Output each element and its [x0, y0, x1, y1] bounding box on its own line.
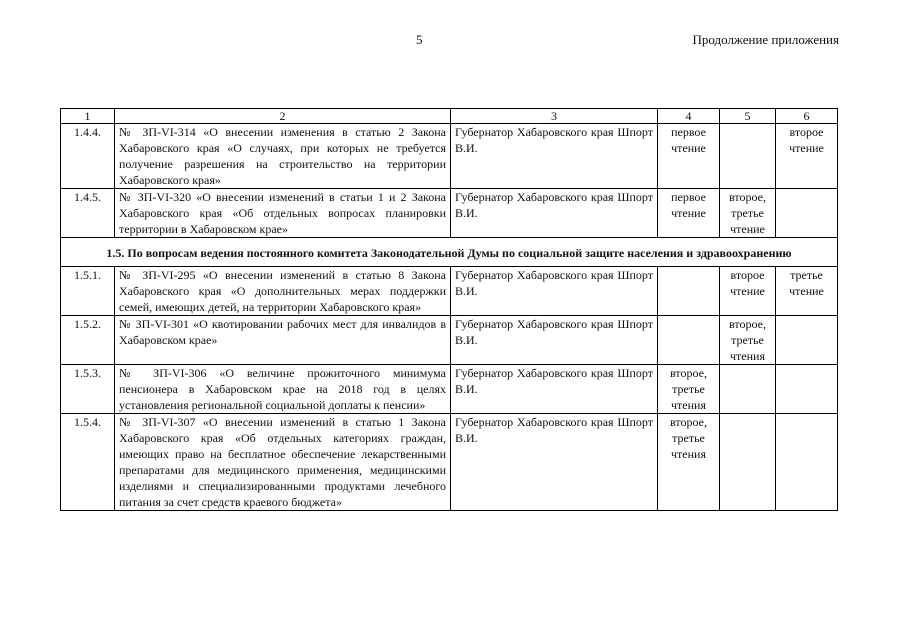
reading-col-5 — [720, 124, 776, 189]
reading-col-5: второе, третье чтение — [720, 189, 776, 238]
reading-col-4: второе, третье чтения — [658, 365, 720, 414]
continuation-label: Продолжение приложения — [692, 32, 839, 47]
bill-title: № ЗП-VI-301 «О квотировании рабочих мест для инвалидов в Хабаровском крае» — [115, 316, 451, 365]
table-row — [61, 365, 838, 414]
reading-col-5 — [720, 414, 776, 511]
table-row — [61, 189, 838, 238]
section-row — [61, 238, 838, 267]
bill-author: Губернатор Хабаровского края Шпорт В.И. — [451, 414, 658, 511]
header-cell: 4 — [658, 109, 720, 124]
bill-author: Губернатор Хабаровского края Шпорт В.И. — [451, 316, 658, 365]
reading-col-5: второе, третье чтения — [720, 316, 776, 365]
item-number: 1.5.1. — [61, 267, 115, 316]
header-cell: 1 — [61, 109, 115, 124]
bill-title: № ЗП-VI-307 «О внесении изменений в статью 1 Закона Хабаровского края «Об отдельных категориях граждан, имеющих право на бесплатное обеспечение лекарственными препаратами для медицинского применения, медицинскими изделиями и специализированными продуктами лечебного питания за счет средств краевого бюджета» — [115, 414, 451, 511]
reading-col-6 — [776, 316, 838, 365]
item-number: 1.5.2. — [61, 316, 115, 365]
bill-author: Губернатор Хабаровского края Шпорт В.И. — [451, 124, 658, 189]
reading-col-6 — [776, 414, 838, 511]
item-number: 1.4.4. — [61, 124, 115, 189]
reading-col-4: первое чтение — [658, 189, 720, 238]
bill-title: № ЗП-VI-306 «О величине прожиточного минимума пенсионера в Хабаровском крае на 2018 год в целях установления региональной социальной доплаты к пенсии» — [115, 365, 451, 414]
reading-col-4 — [658, 316, 720, 365]
reading-col-4 — [658, 267, 720, 316]
header-cell: 6 — [776, 109, 838, 124]
section-heading: 1.5. По вопросам ведения постоянного комитета Законодательной Думы по социальной защите населения и здравоохранению — [61, 238, 838, 267]
reading-col-5 — [720, 365, 776, 414]
reading-col-4: второе, третье чтения — [658, 414, 720, 511]
table-row — [61, 124, 838, 189]
page-number: 5 — [416, 32, 423, 47]
header-row — [61, 109, 838, 124]
bill-author: Губернатор Хабаровского края Шпорт В.И. — [451, 365, 658, 414]
bill-title: № ЗП-VI-314 «О внесении изменения в статью 2 Закона Хабаровского края «О случаях, при которых не требуется получение разрешения на строительство на территории Хабаровского края» — [115, 124, 451, 189]
table-row — [61, 414, 838, 511]
header-cell: 2 — [115, 109, 451, 124]
bill-title: № ЗП-VI-320 «О внесении изменений в статьи 1 и 2 Закона Хабаровского края «Об отдельных вопросах планировки территории в Хабаровском крае» — [115, 189, 451, 238]
table-row — [61, 267, 838, 316]
reading-col-6 — [776, 189, 838, 238]
reading-col-6 — [776, 365, 838, 414]
bill-title: № ЗП-VI-295 «О внесении изменений в статью 8 Закона Хабаровского края «О дополнительных мерах поддержки семей, имеющих детей, на территории Хабаровского края» — [115, 267, 451, 316]
table-row — [61, 316, 838, 365]
bill-author: Губернатор Хабаровского края Шпорт В.И. — [451, 267, 658, 316]
reading-col-6: второе чтение — [776, 124, 838, 189]
reading-col-5: второе чтение — [720, 267, 776, 316]
agenda-table — [60, 108, 838, 511]
item-number: 1.5.3. — [61, 365, 115, 414]
bill-author: Губернатор Хабаровского края Шпорт В.И. — [451, 189, 658, 238]
header-cell: 3 — [451, 109, 658, 124]
reading-col-6: третье чтение — [776, 267, 838, 316]
reading-col-4: первое чтение — [658, 124, 720, 189]
item-number: 1.4.5. — [61, 189, 115, 238]
header-cell: 5 — [720, 109, 776, 124]
item-number: 1.5.4. — [61, 414, 115, 511]
